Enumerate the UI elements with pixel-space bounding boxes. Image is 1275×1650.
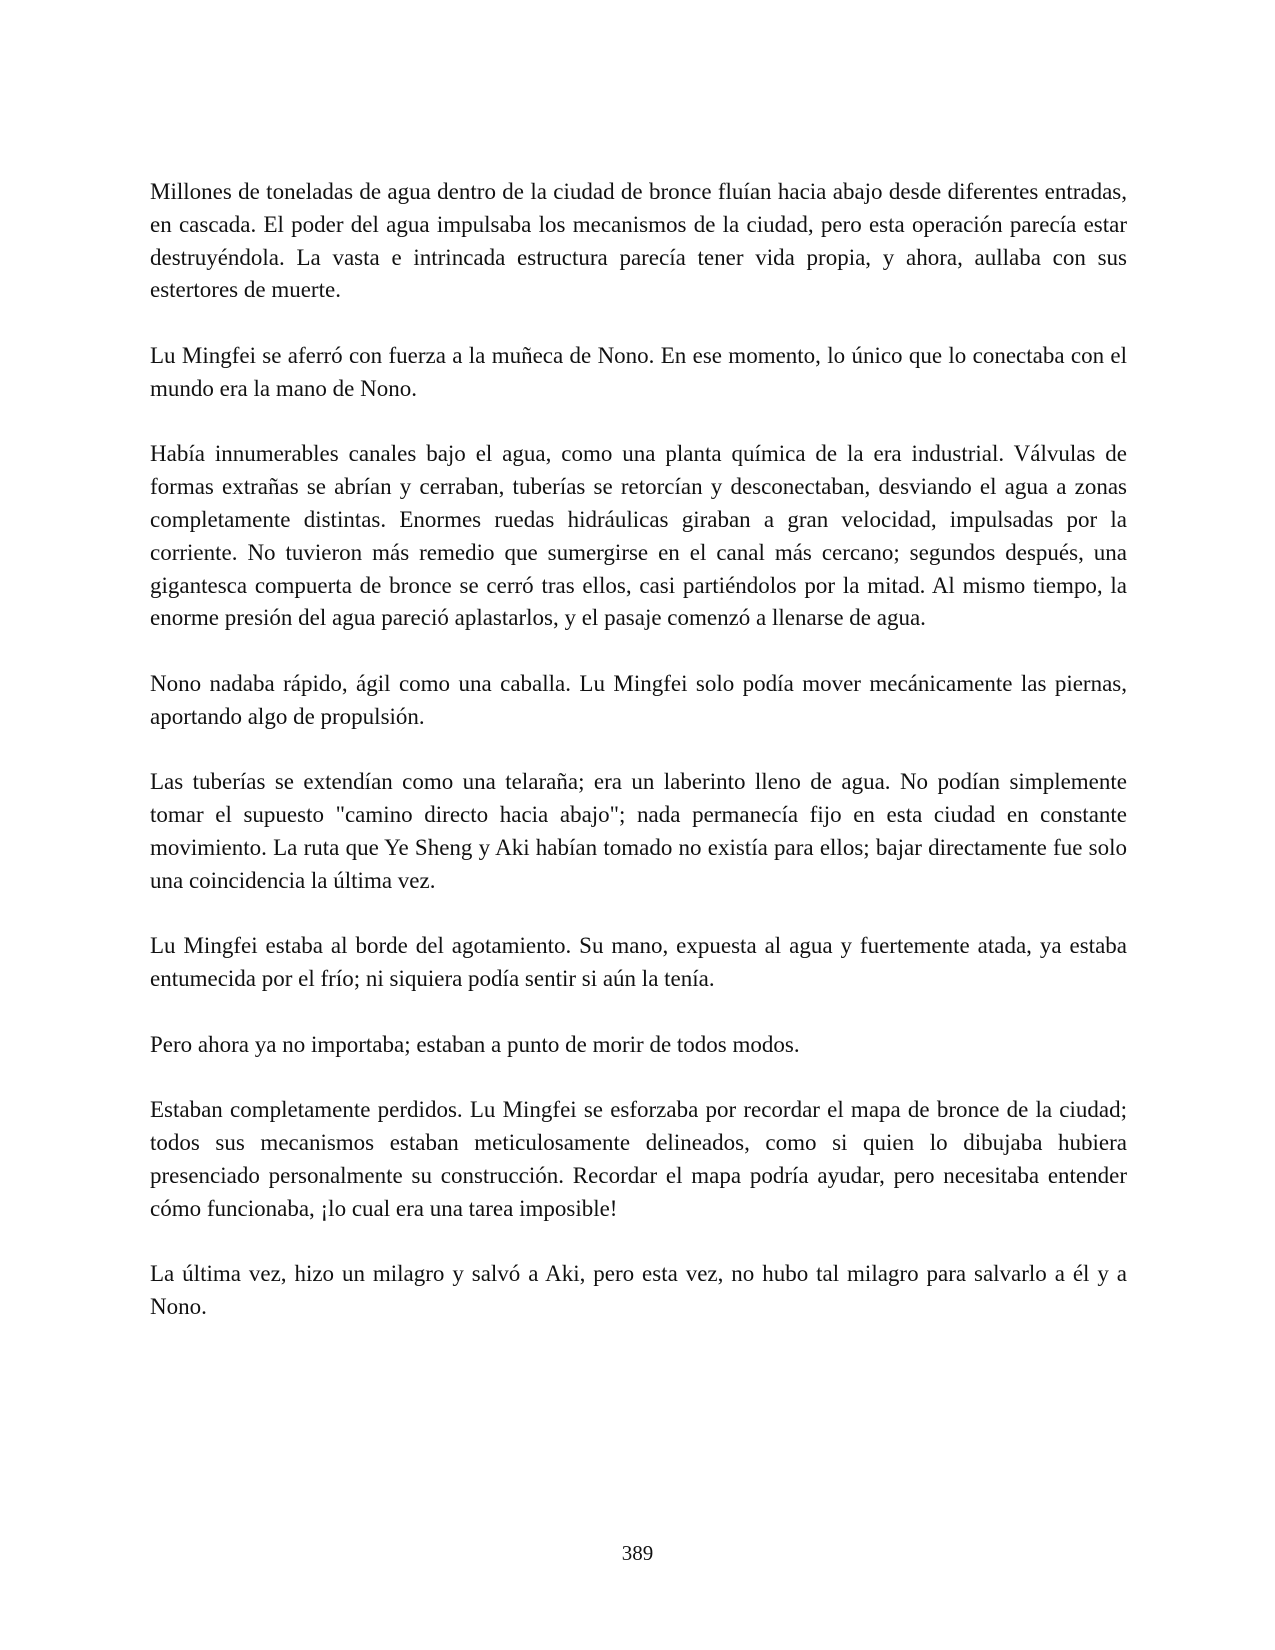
paragraph-3: Había innumerables canales bajo el agua, como una planta química de la era industrial. Válvulas de formas extrañas se abrían y cerraban, tuberías se retorcían y desconectaban, desviando el agua a zonas completamente distintas. Enormes ruedas hidráulicas giraban a gran velocidad, impulsadas por la corriente. No tuvieron más remedio que sumergirse en el canal más cercano; segundos después, una gigantesca compuerta de bronce se cerró tras ellos, casi partiéndolos por la mitad. Al mismo tiempo, la enorme presión del agua pareció aplastarlos, y el pasaje comenzó a llenarse de agua. <box>150 441 1127 631</box>
page-number: 389 <box>621 1541 654 1565</box>
paragraph-1: Millones de toneladas de agua dentro de la ciudad de bronce fluían hacia abajo desde diferentes entradas, en cascada. El poder del agua impulsaba los mecanismos de la ciudad, pero esta operación parecía estar destruyéndola. La vasta e intrincada estructura parecía tener vida propia, y ahora, aullaba con sus estertores de muerte. <box>150 179 1127 303</box>
paragraph-4: Nono nadaba rápido, ágil como una caballa. Lu Mingfei solo podía mover mecánicamente las piernas, aportando algo de propulsión. <box>150 670 1127 729</box>
paragraph-6: Lu Mingfei estaba al borde del agotamiento. Su mano, expuesta al agua y fuertemente atada, ya estaba entumecida por el frío; ni siquiera podía sentir si aún la tenía. <box>150 933 1127 992</box>
paragraph-5: Las tuberías se extendían como una telaraña; era un laberinto lleno de agua. No podían simplemente tomar el supuesto "camino directo hacia abajo"; nada permanecía fijo en esta ciudad en constante movimiento. La ruta que Ye Sheng y Aki habían tomado no existía para ellos; bajar directamente fue solo una coincidencia la última vez. <box>150 769 1127 893</box>
paragraph-7: Pero ahora ya no importaba; estaban a punto de morir de todos modos. <box>150 1031 800 1057</box>
paragraph-9: La última vez, hizo un milagro y salvó a Aki, pero esta vez, no hubo tal milagro para salvarlo a él y a Nono. <box>150 1261 1127 1320</box>
paragraph-8: Estaban completamente perdidos. Lu Mingfei se esforzaba por recordar el mapa de bronce de la ciudad; todos sus mecanismos estaban meticulosamente delineados, como si quien lo dibujaba hubiera presenciado personalmente su construcción. Recordar el mapa podría ayudar, pero necesitaba entender cómo funcionaba, ¡lo cual era una tarea imposible! <box>150 1097 1127 1221</box>
paragraph-2: Lu Mingfei se aferró con fuerza a la muñeca de Nono. En ese momento, lo único que lo conectaba con el mundo era la mano de Nono. <box>150 342 1127 401</box>
body-text <box>150 176 1127 1357</box>
